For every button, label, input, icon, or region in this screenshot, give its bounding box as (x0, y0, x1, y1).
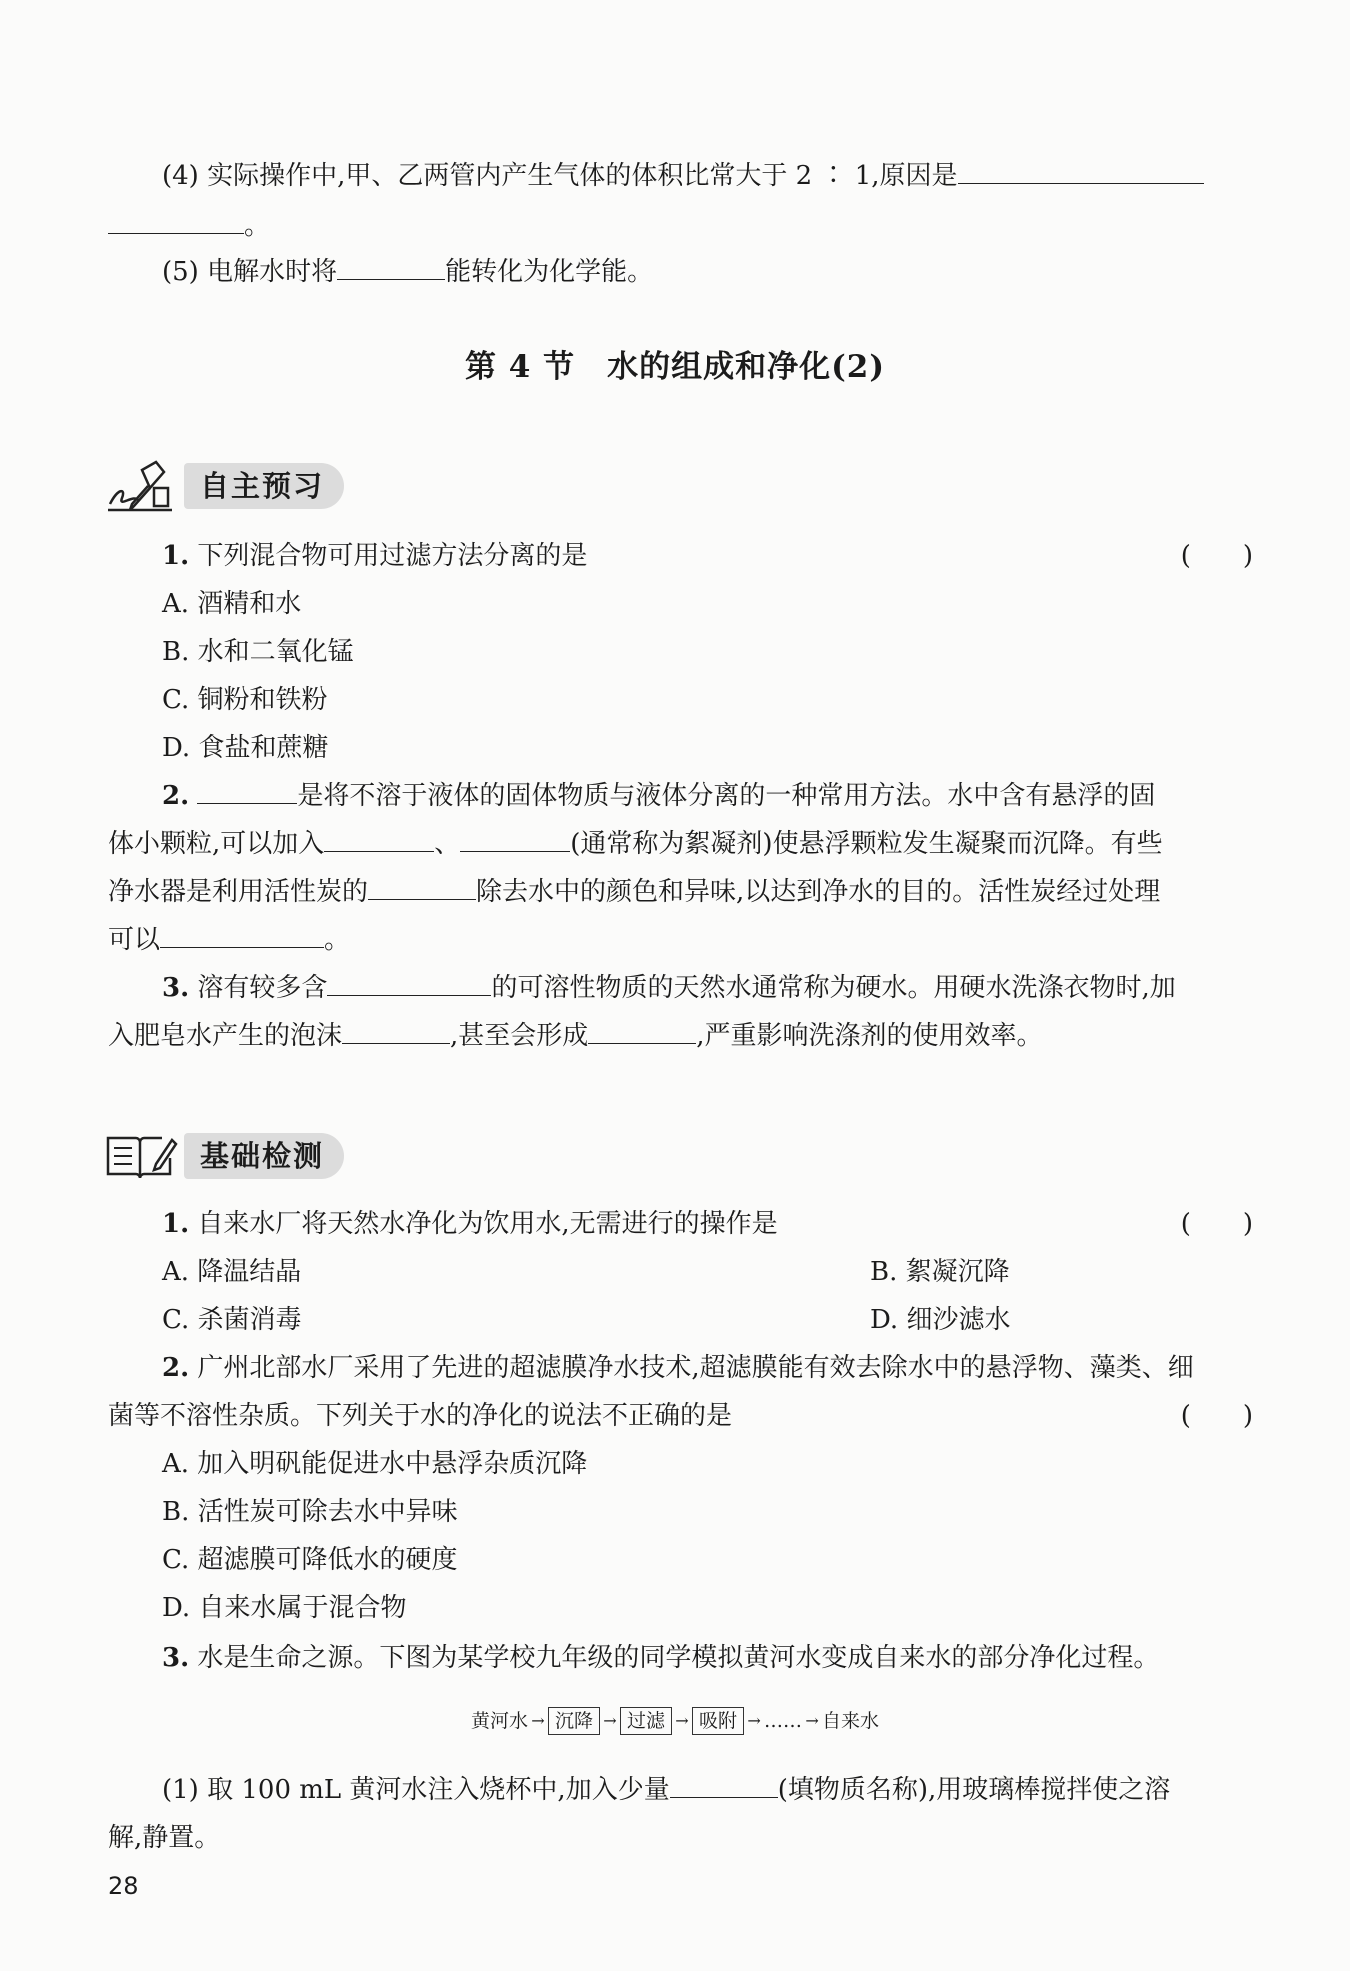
question-text: 除去水中的颜色和异味,以达到净水的目的。活性炭经过处理 (476, 877, 1161, 907)
question-text: 净水器是利用活性炭的 (108, 877, 369, 907)
question-text: ,严重影响洗涤剂的使用效率。 (696, 1021, 1043, 1051)
pencil-writing-icon (104, 458, 178, 514)
s1-q3-line-1 (162, 964, 1253, 1012)
section-header-preview (104, 458, 344, 514)
question-text: 的可溶性物质的天然水通常称为硬水。用硬水洗涤衣物时,加 (491, 973, 1176, 1003)
answer-blank[interactable] (460, 825, 570, 852)
flow-end-label: 自来水 (822, 1710, 880, 1732)
question-text: 溶有较多含 (197, 973, 328, 1003)
answer-blank[interactable] (324, 825, 434, 852)
option[interactable]: A. 加入明矾能促进水中悬浮杂质沉降 (162, 1449, 588, 1479)
q4-text: (4) 实际操作中,甲、乙两管内产生气体的体积比常大于 2 ∶ 1,原因是 (162, 161, 958, 191)
option[interactable]: B. 活性炭可除去水中异味 (162, 1497, 458, 1527)
section-label: 基础检测 (184, 1133, 344, 1179)
option[interactable]: B. 絮凝沉降 (870, 1257, 1010, 1287)
answer-blank[interactable] (160, 921, 324, 948)
question-text: 下列混合物可用过滤方法分离的是 (197, 541, 588, 571)
question-number: 2. (162, 781, 190, 811)
answer-blank[interactable] (327, 969, 491, 996)
option[interactable]: C. 杀菌消毒 (162, 1305, 302, 1335)
arrow-right-icon: → (603, 1711, 617, 1730)
arrow-right-icon: → (675, 1711, 689, 1730)
s2-q2-line-1 (162, 1344, 1253, 1392)
question-text: ,甚至会形成 (450, 1021, 589, 1051)
flow-step-box: 吸附 (692, 1707, 744, 1735)
question-number: 1. (162, 541, 190, 571)
answer-parentheses[interactable]: ( ) (1180, 541, 1253, 571)
answer-blank[interactable] (368, 873, 476, 900)
answer-blank[interactable] (958, 157, 1204, 184)
q5-text-b: 能转化为化学能。 (445, 257, 654, 287)
q5-text-a: (5) 电解水时将 (162, 257, 338, 287)
answer-blank[interactable] (197, 777, 297, 804)
question-text: 体小颗粒,可以加入 (108, 829, 325, 859)
q4-end: 。 (244, 211, 271, 241)
answer-blank[interactable] (670, 1771, 778, 1798)
answer-parentheses[interactable]: ( ) (1180, 1209, 1253, 1239)
option[interactable]: D. 食盐和蔗糖 (162, 733, 329, 763)
question-text: 是将不溶于液体的固体物质与液体分离的一种常用方法。水中含有悬浮的固 (297, 781, 1156, 811)
open-book-pencil-icon (104, 1128, 178, 1184)
section-label: 自主预习 (184, 463, 344, 509)
answer-parentheses[interactable]: ( ) (1180, 1401, 1253, 1431)
option[interactable]: D. 自来水属于混合物 (162, 1593, 407, 1623)
question-text: 入肥皂水产生的泡沫 (108, 1021, 343, 1051)
s2-q3-sub1-line-1 (162, 1766, 1253, 1814)
flow-ellipsis: …… (764, 1710, 803, 1732)
q4-line (162, 152, 1253, 200)
option[interactable]: C. 铜粉和铁粉 (162, 685, 328, 715)
section-header-basic-test (104, 1128, 344, 1184)
question-text: 可以 (108, 925, 161, 955)
arrow-right-icon: → (747, 1711, 761, 1730)
s1-q2-line-3 (108, 868, 1253, 916)
q5-line (162, 248, 1253, 296)
purification-flow-diagram (0, 1706, 1350, 1736)
section-title: 第 4 节 水的组成和净化(2) (464, 349, 886, 385)
arrow-right-icon: → (531, 1711, 545, 1730)
question-text: 广州北部水厂采用了先进的超滤膜净水技术,超滤膜能有效去除水中的悬浮物、藻类、细 (197, 1353, 1194, 1383)
answer-blank[interactable] (342, 1017, 450, 1044)
question-text: 水是生命之源。下图为某学校九年级的同学模拟黄河水变成自来水的部分净化过程。 (197, 1643, 1160, 1673)
question-text: (通常称为絮凝剂)使悬浮颗粒发生凝聚而沉降。有些 (570, 829, 1163, 859)
question-number: 2. (162, 1353, 190, 1383)
option[interactable]: D. 细沙滤水 (870, 1305, 1011, 1335)
question-text: 、 (434, 829, 461, 859)
question-text: (填物质名称),用玻璃棒搅拌使之溶 (777, 1775, 1171, 1805)
option[interactable]: A. 降温结晶 (162, 1257, 302, 1287)
s1-q2-line-2 (108, 820, 1253, 868)
page-number: 28 (108, 1872, 139, 1900)
answer-blank[interactable] (108, 207, 244, 234)
s1-q3-line-2 (108, 1012, 1253, 1060)
arrow-right-icon: → (805, 1711, 819, 1730)
s2-q3-sub1-line-2: 解,静置。 (108, 1823, 221, 1853)
q4-line-2 (108, 202, 1253, 250)
answer-blank[interactable] (337, 253, 445, 280)
option-row (162, 1296, 1253, 1344)
question-number: 3. (162, 973, 190, 1003)
s2-q2-line-2 (108, 1392, 1253, 1440)
s1-q2-line-4 (108, 916, 1253, 964)
question-number: 3. (162, 1643, 190, 1673)
option[interactable]: C. 超滤膜可降低水的硬度 (162, 1545, 458, 1575)
question-number: 1. (162, 1209, 190, 1239)
flow-step-box: 沉降 (548, 1707, 600, 1735)
question-text: (1) 取 100 mL 黄河水注入烧杯中,加入少量 (162, 1775, 670, 1805)
option[interactable]: A. 酒精和水 (162, 589, 302, 619)
question-text: 自来水厂将天然水净化为饮用水,无需进行的操作是 (197, 1209, 778, 1239)
question-text: 。 (324, 925, 351, 955)
s2-q1-stem (162, 1200, 1253, 1248)
flow-start-label: 黄河水 (470, 1710, 528, 1732)
flow-step-box: 过滤 (620, 1707, 672, 1735)
option-row (162, 1248, 1253, 1296)
answer-blank[interactable] (588, 1017, 696, 1044)
s2-q3-stem (162, 1634, 1253, 1682)
question-text: 菌等不溶性杂质。下列关于水的净化的说法不正确的是 (108, 1401, 733, 1431)
s1-q1-stem (162, 532, 1253, 580)
option[interactable]: B. 水和二氧化锰 (162, 637, 354, 667)
s1-q2-line-1 (162, 772, 1253, 820)
